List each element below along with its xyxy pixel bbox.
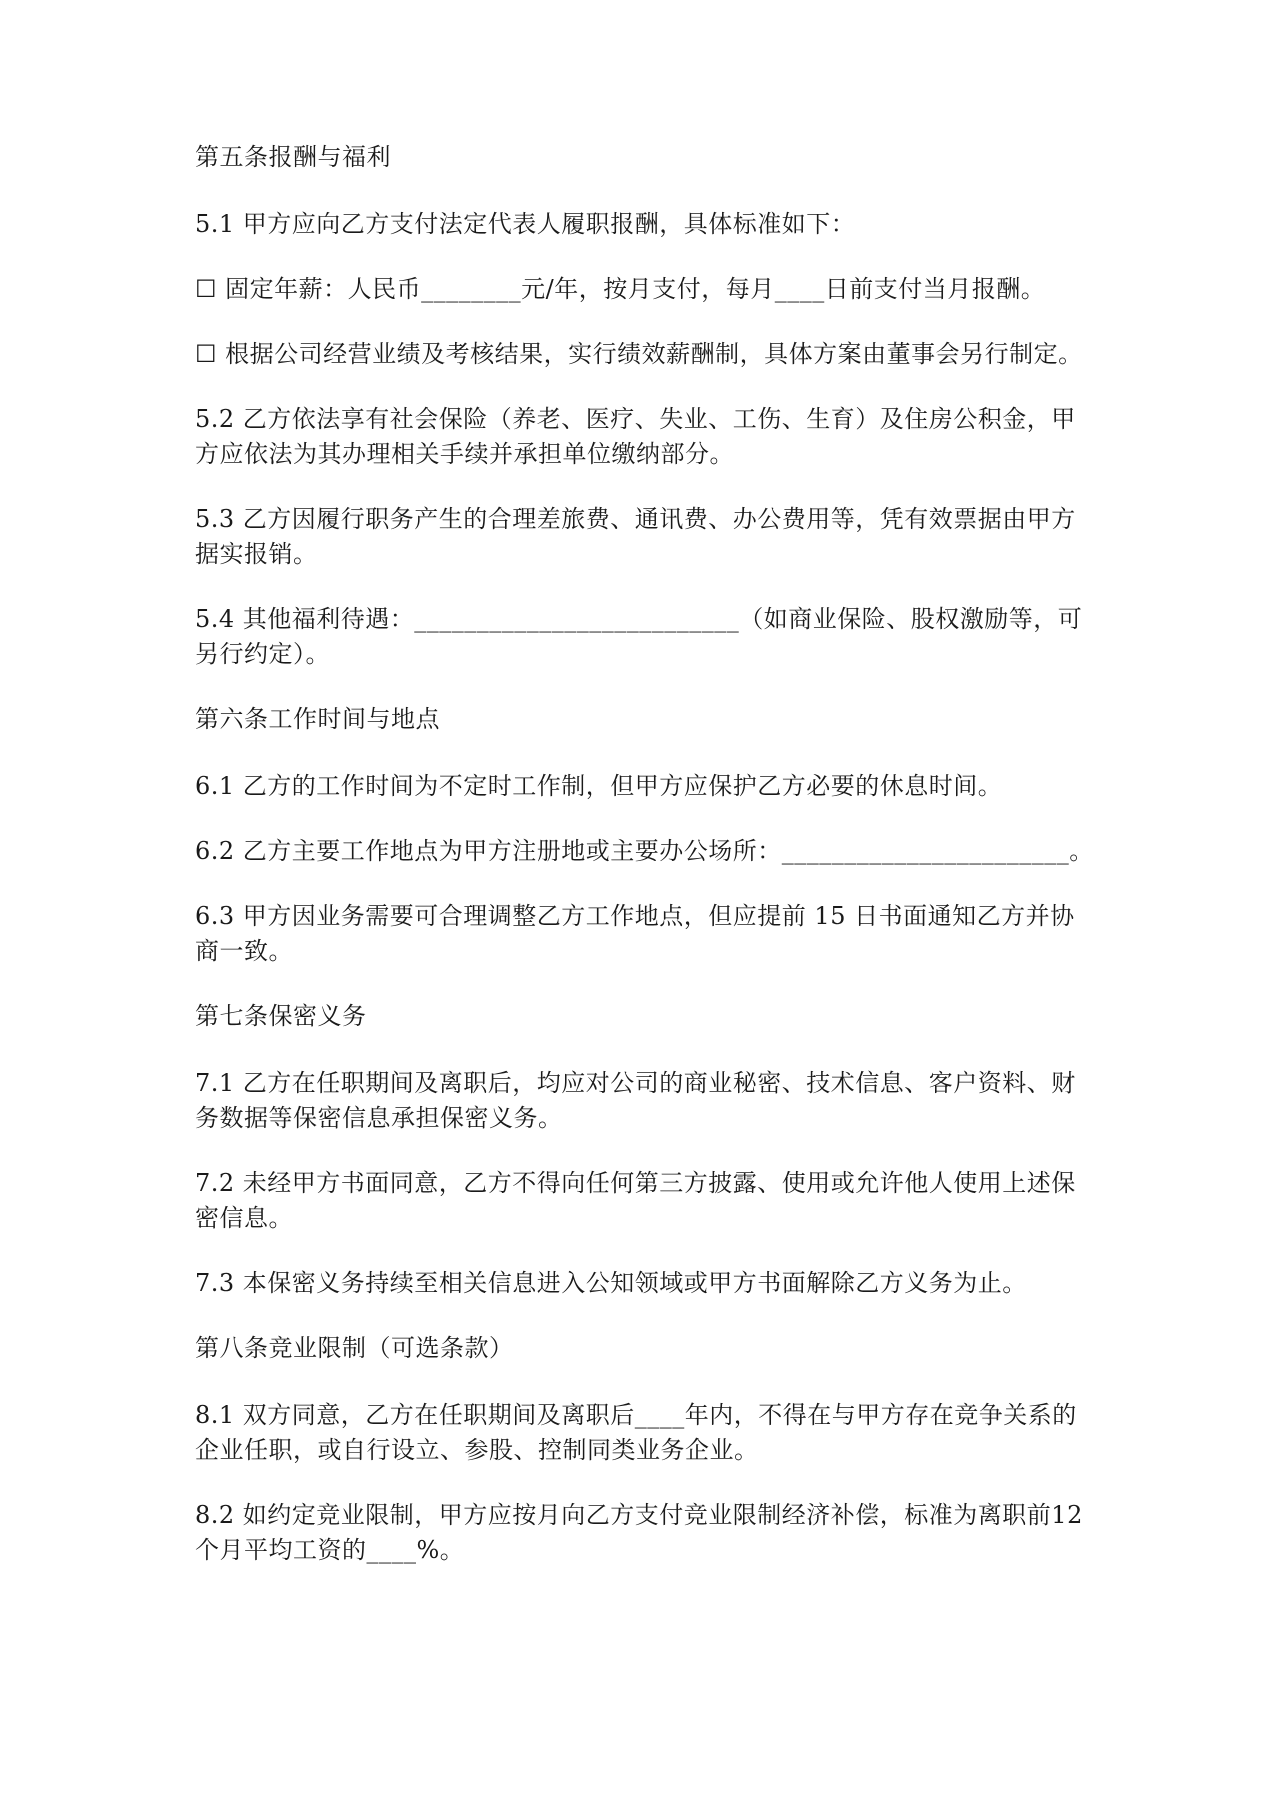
option-performance-pay: ☐ 根据公司经营业绩及考核结果，实行绩效薪酬制，具体方案由董事会另行制定。 (195, 340, 1083, 368)
section-heading-8: 第八条竞业限制（可选条款） (195, 1334, 514, 1362)
section-heading-6: 第六条工作时间与地点 (195, 705, 440, 733)
clause-6-1: 6.1 乙方的工作时间为不定时工作制，但甲方应保护乙方必要的休息时间。 (195, 772, 1003, 800)
clause-7-1: 7.1 乙方在任职期间及离职后，均应对公司的商业秘密、技术信息、客户资料、财务数据等保密信息承担保密义务。 (195, 1069, 1076, 1132)
clause-7-2: 7.2 未经甲方书面同意，乙方不得向任何第三方披露、使用或允许他人使用上述保密信息。 (195, 1169, 1076, 1232)
clause-5-1: 5.1 甲方应向乙方支付法定代表人履职报酬，具体标准如下： (195, 210, 856, 238)
section-heading-7: 第七条保密义务 (195, 1002, 367, 1030)
document-page (195, 140, 1095, 1598)
section-heading-5: 第五条报酬与福利 (195, 143, 391, 171)
clause-5-3: 5.3 乙方因履行职务产生的合理差旅费、通讯费、办公费用等，凭有效票据由甲方据实报销。 (195, 505, 1076, 568)
clause-7-3: 7.3 本保密义务持续至相关信息进入公知领域或甲方书面解除乙方义务为止。 (195, 1269, 1027, 1297)
clause-8-1: 8.1 双方同意，乙方在任职期间及离职后____年内，不得在与甲方存在竞争关系的企业任职，或自行设立、参股、控制同类业务企业。 (195, 1401, 1077, 1464)
clause-5-2: 5.2 乙方依法享有社会保险（养老、医疗、失业、工伤、生育）及住房公积金，甲方应依法为其办理相关手续并承担单位缴纳部分。 (195, 405, 1076, 468)
option-fixed-salary: ☐ 固定年薪：人民币________元/年，按月支付，每月____日前支付当月报酬。 (195, 275, 1046, 303)
clause-5-4: 5.4 其他福利待遇：__________________________（如商业保险、股权激励等，可另行约定）。 (195, 605, 1083, 668)
clause-6-3: 6.3 甲方因业务需要可合理调整乙方工作地点，但应提前 15 日书面通知乙方并协商一致。 (195, 902, 1075, 965)
clause-6-2: 6.2 乙方主要工作地点为甲方注册地或主要办公场所：_______________________。 (195, 837, 1094, 865)
clause-8-2: 8.2 如约定竞业限制，甲方应按月向乙方支付竞业限制经济补偿，标准为离职前12 个月平均工资的____%。 (195, 1501, 1083, 1564)
